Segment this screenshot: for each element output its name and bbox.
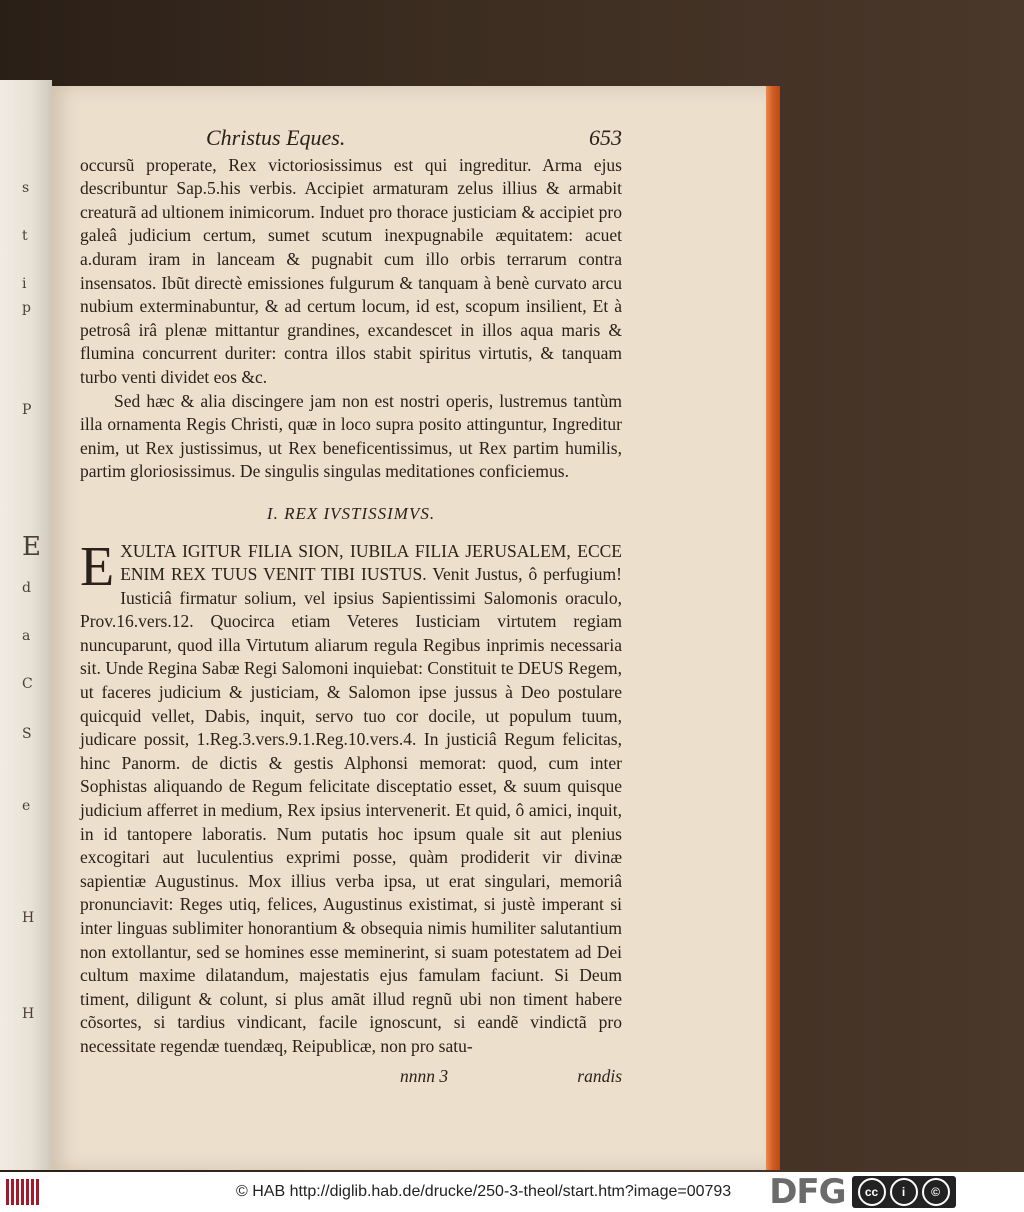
left-fragment: C xyxy=(22,676,33,692)
left-fragment: H xyxy=(22,910,35,926)
sa-icon: © xyxy=(922,1178,950,1206)
left-fragment: P xyxy=(22,402,32,418)
left-fragment: H xyxy=(22,1006,35,1022)
left-fragment: s xyxy=(22,180,30,196)
running-title: Christus Eques. xyxy=(206,125,346,150)
page-text xyxy=(80,126,622,1088)
page-number: 653 xyxy=(589,125,622,150)
signature-mark: nnnn 3 xyxy=(400,1065,449,1086)
page-edge xyxy=(766,86,780,1170)
cc-icon: cc xyxy=(858,1178,886,1206)
drop-cap: E xyxy=(80,535,115,598)
left-fragment: S xyxy=(22,726,32,742)
left-fragment: p xyxy=(22,300,31,316)
left-page-edge xyxy=(0,80,52,1170)
catchword: randis xyxy=(577,1065,622,1086)
paragraph-body: XULTA IGITUR FILIA SION, IUBILA FILIA JERUSALEM, ECCE ENIM REX TUUS VENIT TIBI IUSTUS. Venit Justus, ô perfugium! Iusticiâ firmatur solium, vel ipsius Sapientissimi Salomonis oraculo, Prov.16.vers.12. Quocirca etiam Veteres Iusticiam virtutem regiam nuncuparunt, quod illa Virtutum aliarum regula Regibus inprimis necessaria sit. Unde Regina Sabæ Regi Salomoni inquiebat: Constituit te DEUS Regem, ut faceres judicium & justiciam, & Salomon ipse jussus à Deo postulare quicquid vellet, Dabis, inquit, servo tuo cor docile, ut populum tuum, judicare possit, 1.Reg.3.vers.9.1.Reg.10.vers.4. In justiciâ Regum felicitas, hinc Panorm. de dictis & gestis Alphonsi memorat: quod, cum inter Sophistas aliquando de Regum felicitate disceptatio esset, & suum quisque judicium afferret in medium, Rex ipsius intervenerit. Et quid, ô amici, inquit, in id tantopere laboratis. Num putatis hoc ipsum quale sit aut plenius excogitari aut luculentius exprimi posse, quàm prodiderit vir divinæ sapientiæ Augustinus. Mox illius verba ipsa, ut erat singulari, memoriâ pronunciavit: Reges utiq, felices, Augustinus existimat, si justè imperant si inter linguas sublimiter honorantium & obsequia nimis humiliter salutantium non extollantur, sed se homines esse meminerint, si suam potestatem ad Dei cultum maxime dilatandum, majestatis ejus famulam faciunt. Si Deum timent, diligunt & colunt, si plus amãt illud regnũ ubi non timent habere cõsortes, si tardius vindicant, facile ignoscunt, si eandẽ vindictã pro necessitate regendæ tuendæq, Reipublicæ, non pro satu- xyxy=(80,540,622,1056)
left-fragment: d xyxy=(22,580,31,596)
by-icon: i xyxy=(890,1178,918,1206)
hab-logo-icon xyxy=(6,1179,40,1205)
credit-link[interactable]: © HAB http://diglib.hab.de/drucke/250-3-theol/start.htm?image=00793 xyxy=(236,1183,732,1200)
attribution-bar xyxy=(0,1172,1024,1212)
section-title: I. REX IVSTISSIMVS. xyxy=(266,503,436,523)
dfg-logo: DFG xyxy=(769,1172,846,1212)
running-header xyxy=(206,126,622,150)
paragraph: occursũ properate, Rex victoriosissimus est qui ingreditur. Arma ejus describuntur Sap.5.his verbis. Accipiet armaturam zelus illius & armabit creaturã ad ultionem inimicorum. Induet pro thorace justiciam & accipiet pro galeâ judicium certum, sumet scutum inexpugnabile æquitatem: acuet a.duram iram in lanceam & pugnabit cum illo orbis terrarum contra insensatos. Ibũt directè emissiones fulgurum & tanquam à benè curvato arcu nubium exterminabuntur, & ad certum locum, id est, scopum insilient, Et à petrosâ irâ plenæ mittantur grandines, excandescet in illos aqua maris & flumina concurrent duriter: contra illos stabit spiritus virtutis, & tanquam turbo venti dividet eos &c. xyxy=(80,154,622,387)
left-fragment: a xyxy=(22,628,31,644)
left-fragment: e xyxy=(22,798,31,814)
cc-license-badge[interactable] xyxy=(852,1176,956,1208)
left-fragment: E xyxy=(22,532,41,562)
page-footer xyxy=(400,1065,622,1089)
left-fragment: i xyxy=(22,276,27,292)
left-fragment: t xyxy=(22,228,28,244)
paragraph: Sed hæc & alia discingere jam non est nostri operis, lustremus tantùm illa ornamenta Regis Christi, quæ in loco supra posito attinguntur, Ingreditur enim, ut Rex justissimus, ut Rex beneficentissimus, ut Rex partim humilis, partim gloriosissimus. De singulis singulas meditationes conficiemus. xyxy=(80,390,622,482)
paragraph xyxy=(80,535,622,1059)
